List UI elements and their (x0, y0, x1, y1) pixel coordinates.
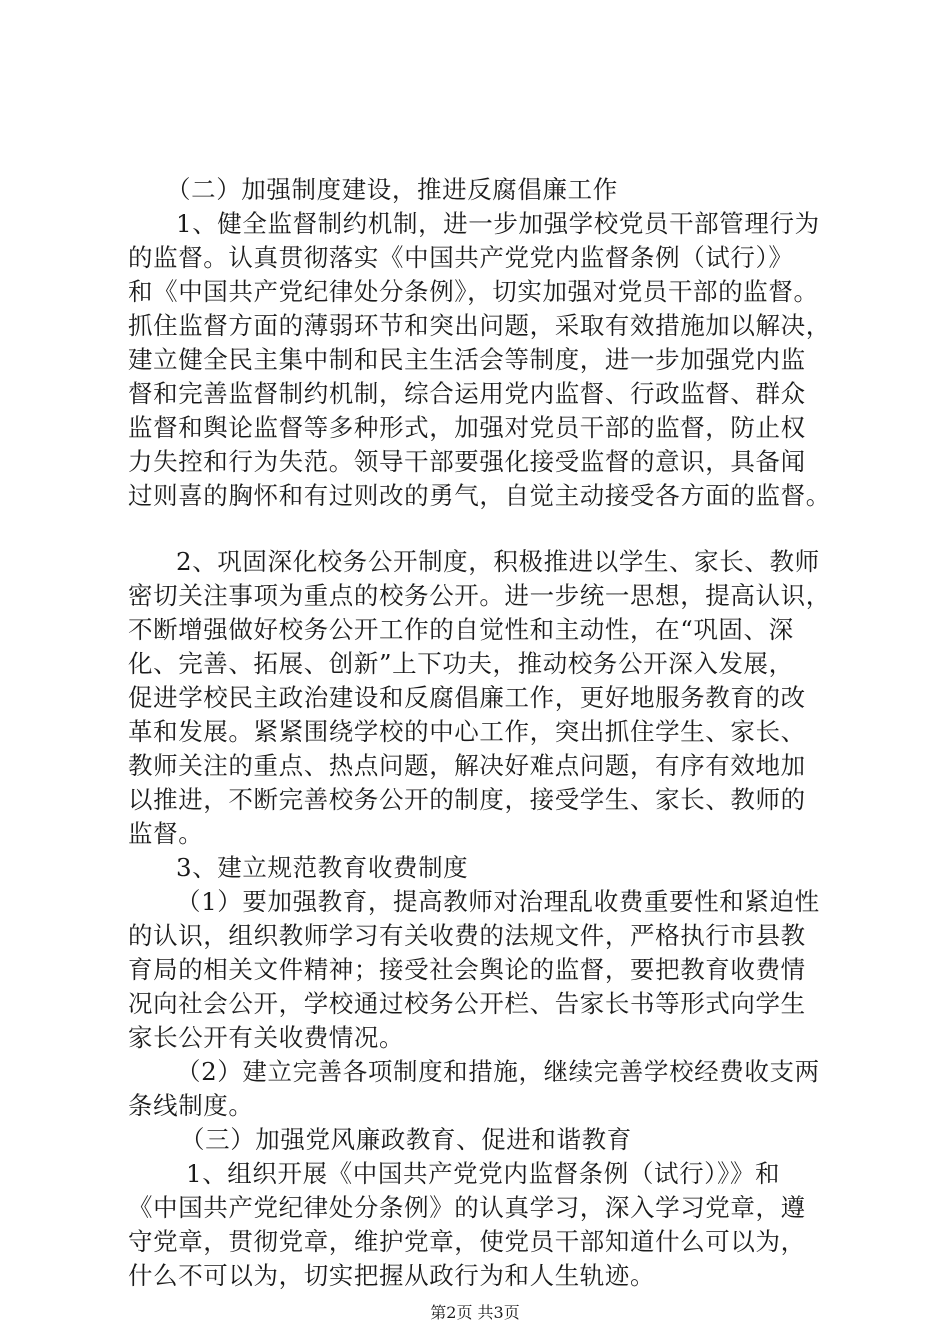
paragraph-line: 况向社会公开，学校通过校务公开栏、告家长书等形式向学生 (128, 989, 806, 1018)
paragraph-line: 督和完善监督制约机制，综合运用党内监督、行政监督、群众 (128, 379, 806, 408)
paragraph-line: 育局的相关文件精神；接受社会舆论的监督，要把教育收费情 (128, 955, 806, 984)
paragraph-line: 1、组织开展《中国共产党党内监督条例（试行）》》和 (186, 1159, 781, 1188)
paragraph-line: 过则喜的胸怀和有过则改的勇气，自觉主动接受各方面的监督。 (128, 481, 831, 510)
paragraph-line: 守党章，贯彻党章，维护党章，使党员干部知道什么可以为， (128, 1227, 806, 1256)
heading-section-two: （二）加强制度建设，推进反腐倡廉工作 (166, 175, 618, 204)
paragraph-line: 的监督。认真贯彻落实《中国共产党党内监督条例（试行）》 (128, 243, 794, 272)
paragraph-line: 什么不可以为，切实把握从政行为和人生轨迹。 (128, 1261, 656, 1290)
paragraph-line: 抓住监督方面的薄弱环节和突出问题，采取有效措施加以解决， (128, 311, 831, 340)
paragraph-line: 监督。 (128, 819, 204, 848)
paragraph-line: （2）建立完善各项制度和措施，继续完善学校经费收支两 (176, 1057, 820, 1086)
heading-section-three: （三）加强党风廉政教育、促进和谐教育 (180, 1125, 632, 1154)
paragraph-line: （1）要加强教育，提高教师对治理乱收费重要性和紧迫性 (176, 887, 820, 916)
paragraph-line: 家长公开有关收费情况。 (128, 1023, 405, 1052)
paragraph-line: 条线制度。 (128, 1091, 254, 1120)
paragraph-line: 1、健全监督制约机制，进一步加强学校党员干部管理行为 (176, 209, 820, 238)
paragraph-line: 《中国共产党纪律处分条例》的认真学习，深入学习党章，遵 (128, 1193, 806, 1222)
paragraph-line: 监督和舆论监督等多种形式，加强对党员干部的监督，防止权 (128, 413, 806, 442)
paragraph-line: 建立健全民主集中制和民主生活会等制度，进一步加强党内监 (128, 345, 806, 374)
paragraph-line: 力失控和行为失范。领导干部要强化接受监督的意识，具备闻 (128, 447, 806, 476)
paragraph-line: 和《中国共产党纪律处分条例》，切实加强对党员干部的监督。 (128, 277, 819, 306)
paragraph-line: 化、完善、拓展、创新”上下功夫，推动校务公开深入发展， (128, 649, 794, 678)
paragraph-line: 2、巩固深化校务公开制度，积极推进以学生、家长、教师 (176, 547, 820, 576)
paragraph-line: 革和发展。紧紧围绕学校的中心工作，突出抓住学生、家长、 (128, 717, 806, 746)
subheading-item-three: 3、建立规范教育收费制度 (176, 853, 469, 882)
paragraph-line: 以推进，不断完善校务公开的制度，接受学生、家长、教师的 (128, 785, 806, 814)
page-number-footer: 第2页 共3页 (430, 1303, 520, 1322)
paragraph-line: 不断增强做好校务公开工作的自觉性和主动性，在“巩固、深 (128, 615, 794, 644)
paragraph-line: 的认识，组织教师学习有关收费的法规文件，严格执行市县教 (128, 921, 806, 950)
paragraph-line: 促进学校民主政治建设和反腐倡廉工作，更好地服务教育的改 (128, 683, 806, 712)
paragraph-line: 密切关注事项为重点的校务公开。进一步统一思想，提高认识， (128, 581, 831, 610)
paragraph-line: 教师关注的重点、热点问题，解决好难点问题，有序有效地加 (128, 751, 806, 780)
